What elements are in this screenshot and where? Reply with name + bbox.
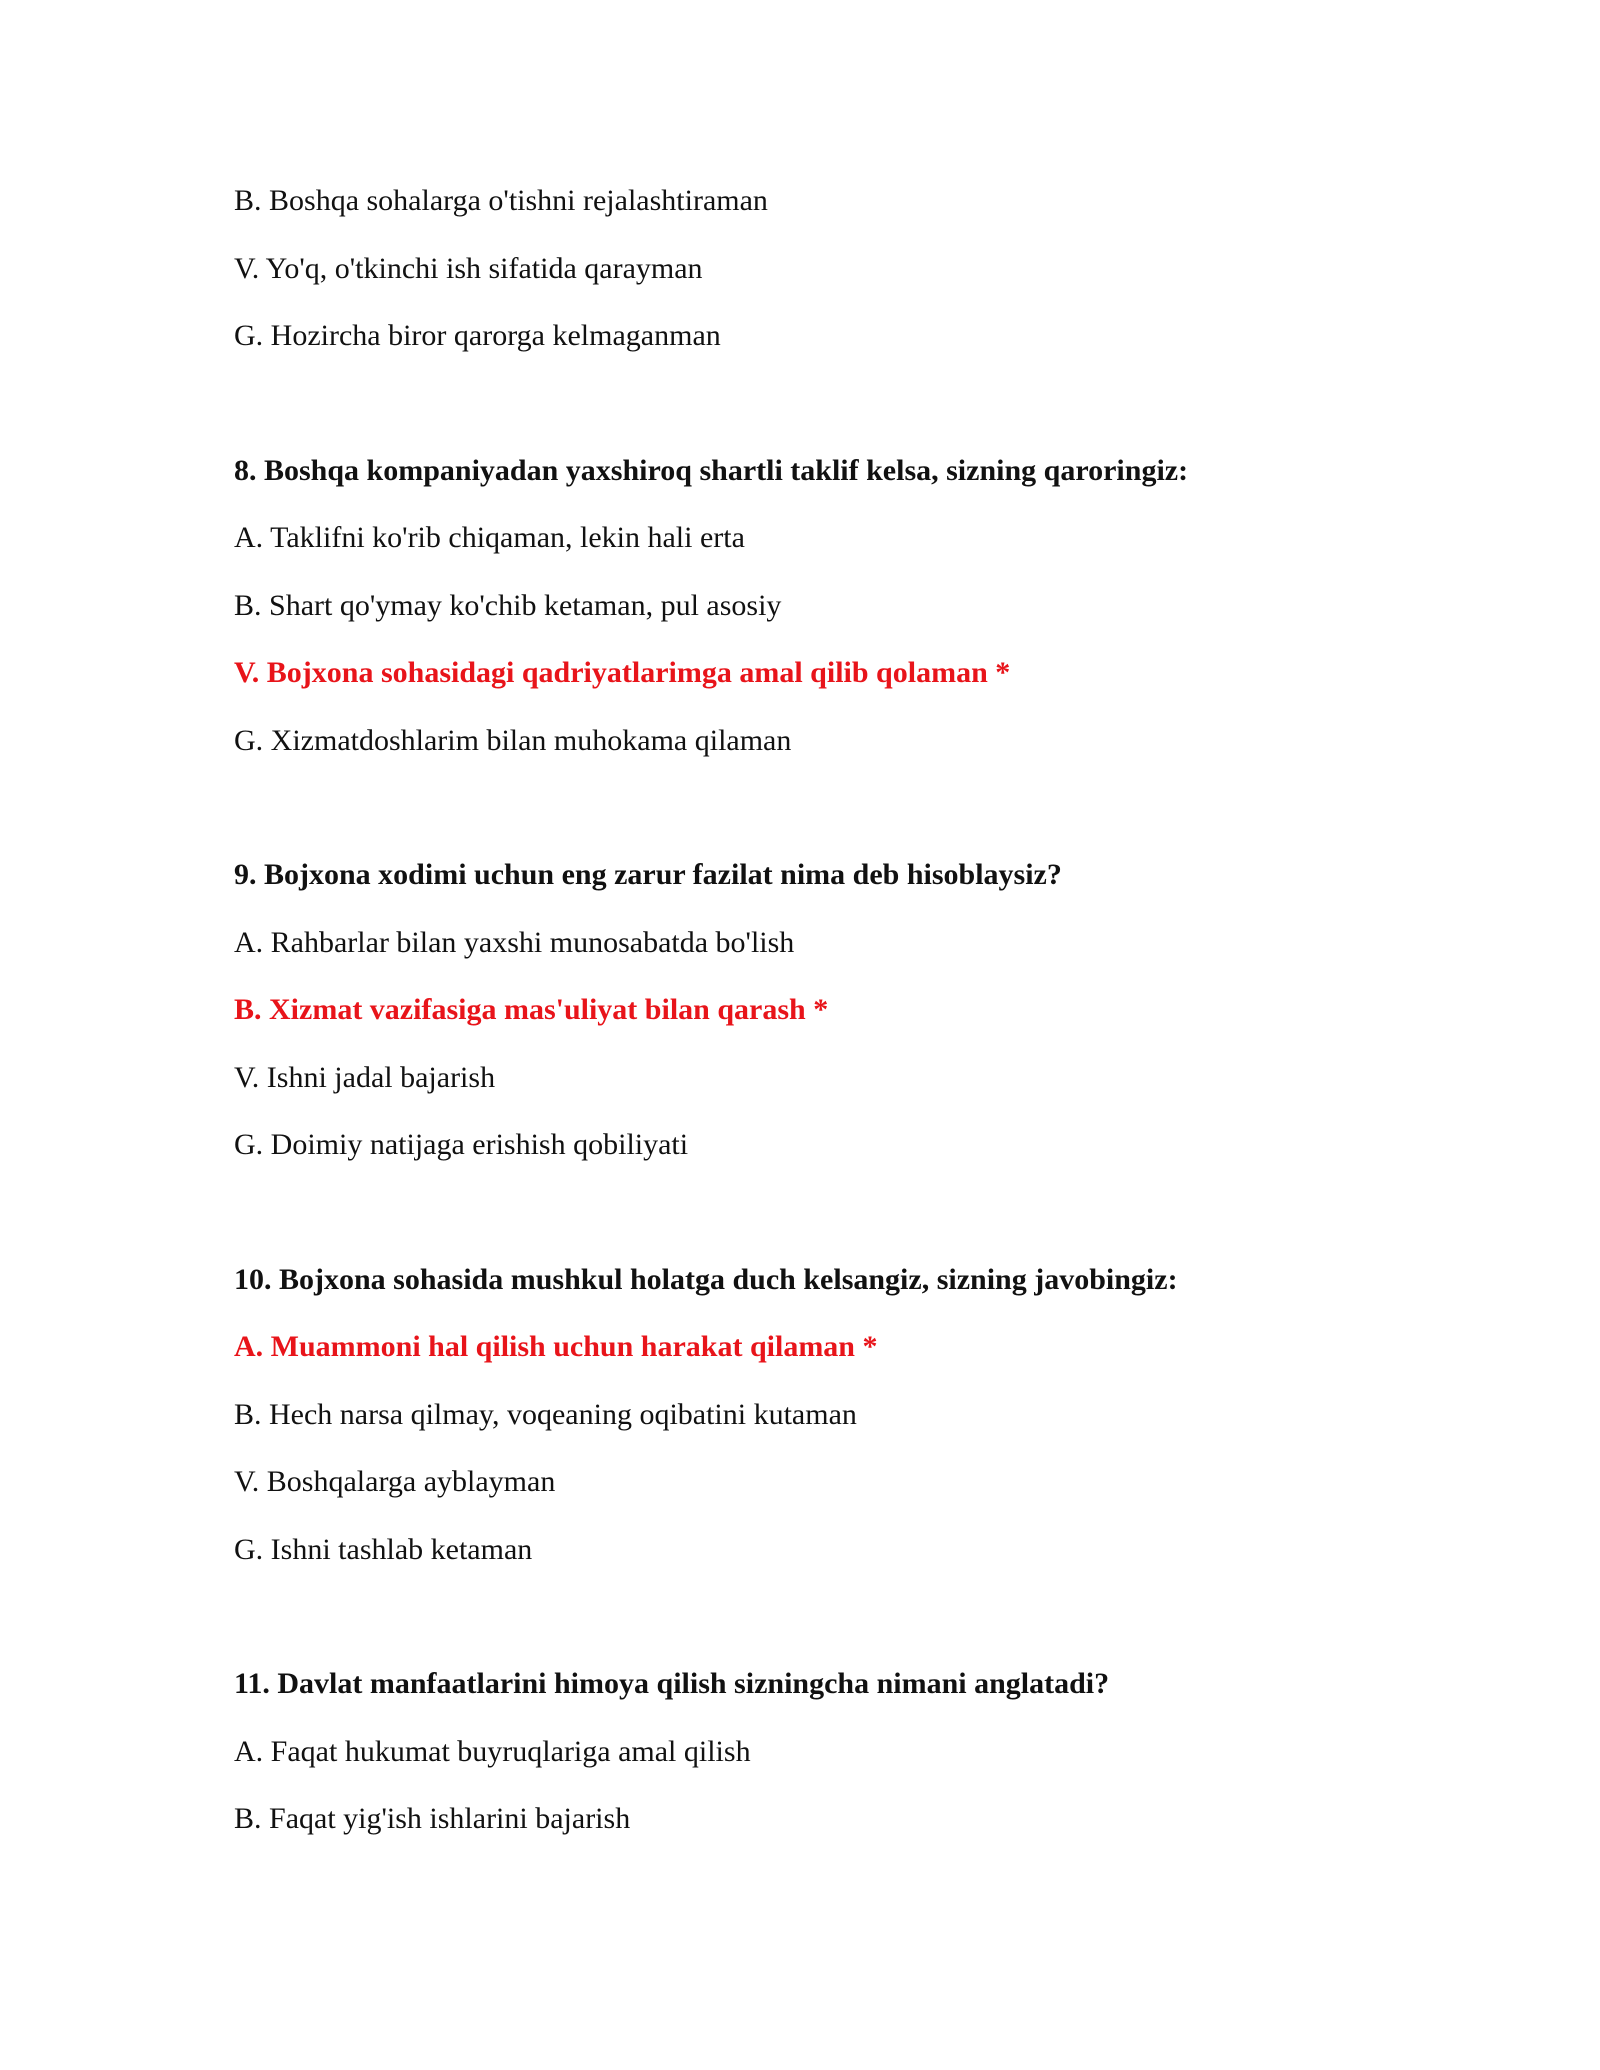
option-line: A. Faqat hukumat buyruqlariga amal qilish bbox=[234, 1734, 751, 1768]
option-line: V. Yo'q, o'tkinchi ish sifatida qarayman bbox=[234, 251, 703, 285]
correct-answer-line: B. Xizmat vazifasiga mas'uliyat bilan qarash * bbox=[234, 993, 829, 1026]
option-line: G. Doimiy natijaga erishish qobiliyati bbox=[234, 1128, 689, 1161]
question-title: 11. Davlat manfaatlarini himoya qilish sizningcha nimani anglatadi? bbox=[234, 1667, 1110, 1700]
option-line: A. Rahbarlar bilan yaxshi munosabatda bo'lish bbox=[234, 925, 795, 959]
question-title: 10. Bojxona sohasida mushkul holatga duch kelsangiz, sizning javobingiz: bbox=[234, 1262, 1178, 1296]
correct-answer-line: V. Bojxona sohasidagi qadriyatlarimga amal qilib qolaman * bbox=[234, 656, 1011, 689]
spacer bbox=[234, 789, 1414, 856]
option-line: B. Boshqa sohalarga o'tishni rejalashtiraman bbox=[234, 184, 768, 217]
option-line: B. Faqat yig'ish ishlarini bajarish bbox=[234, 1802, 631, 1835]
correct-answer-line: A. Muammoni hal qilish uchun harakat qilaman * bbox=[234, 1330, 878, 1363]
option-line: V. Ishni jadal bajarish bbox=[234, 1060, 496, 1094]
option-line: G. Xizmatdoshlarim bilan muhokama qilaman bbox=[234, 723, 792, 757]
spacer bbox=[234, 1194, 1414, 1261]
option-line: B. Hech narsa qilmay, voqeaning oqibatini kutaman bbox=[234, 1397, 857, 1431]
document-page bbox=[234, 182, 1414, 1868]
question-title: 8. Boshqa kompaniyadan yaxshiroq shartli taklif kelsa, sizning qaroringiz: bbox=[234, 453, 1189, 487]
option-line: G. Ishni tashlab ketaman bbox=[234, 1532, 533, 1566]
option-line: V. Boshqalarga ayblayman bbox=[234, 1465, 556, 1498]
option-line: G. Hozircha biror qarorga kelmaganman bbox=[234, 319, 721, 352]
question-title: 9. Bojxona xodimi uchun eng zarur fazilat nima deb hisoblaysiz? bbox=[234, 858, 1062, 891]
spacer bbox=[234, 385, 1414, 452]
option-line: B. Shart qo'ymay ko'chib ketaman, pul asosiy bbox=[234, 588, 782, 622]
option-line: A. Taklifni ko'rib chiqaman, lekin hali erta bbox=[234, 521, 745, 554]
spacer bbox=[234, 1598, 1414, 1665]
